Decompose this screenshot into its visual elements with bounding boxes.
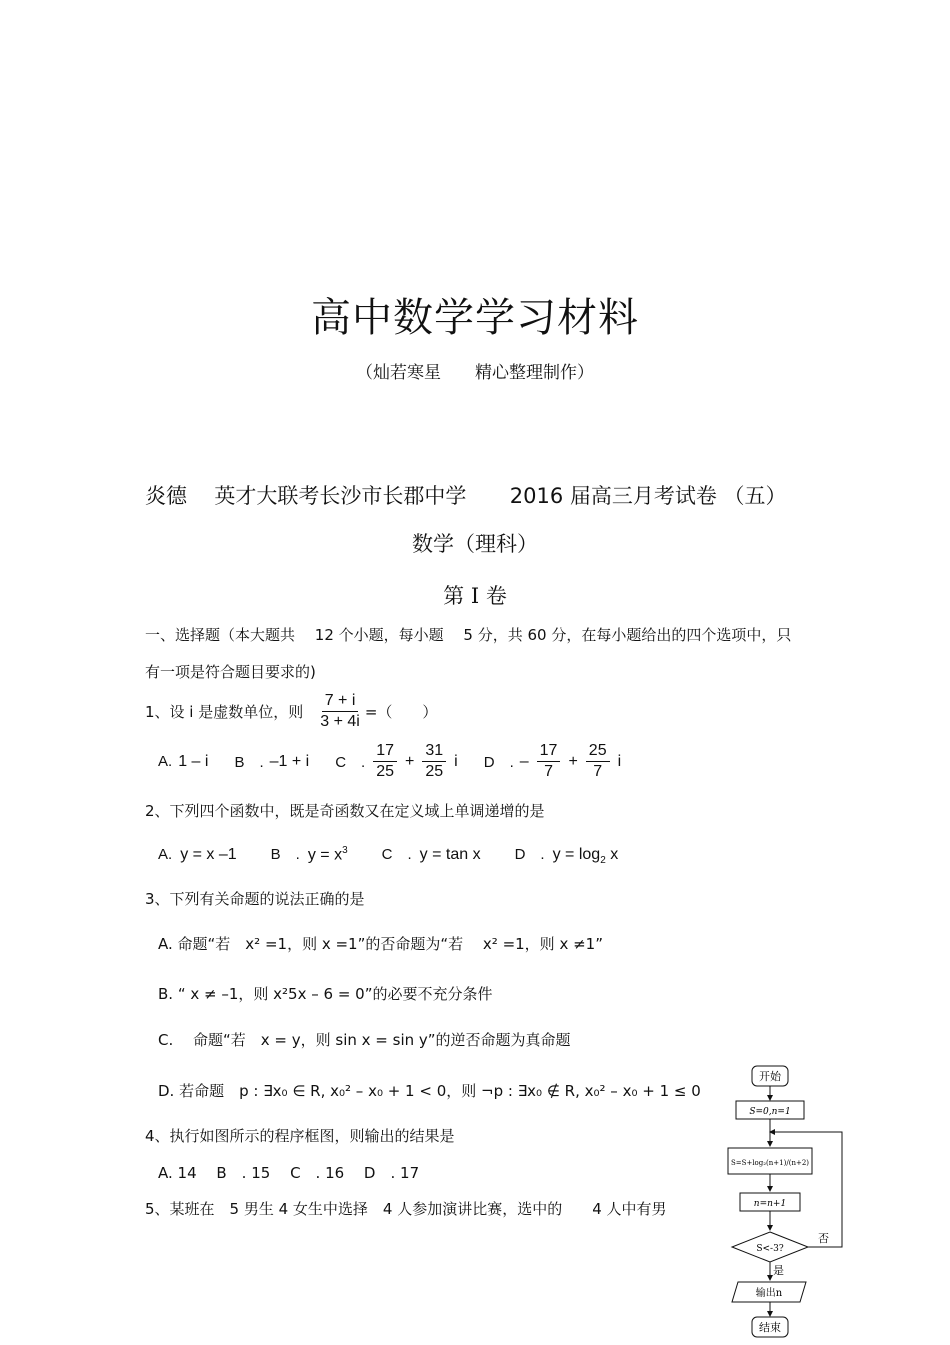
question-4-stem: 4、执行如图所示的程序框图，则输出的结果是 [145, 1127, 455, 1145]
question-1-stem [145, 692, 437, 731]
q2-option-b [308, 845, 348, 864]
q1-option-b-label: B . [234, 754, 264, 771]
q1-stem-suffix: =（ ） [364, 703, 438, 721]
exam-title-part2: 英才大联考长沙市长郡中学 [214, 484, 467, 508]
page-title: 高中数学学习材料 [311, 295, 639, 341]
q1-option-d-fraction-2 [586, 742, 610, 781]
q1-d-f2-den: 7 [593, 763, 603, 780]
q1-fraction-numerator: 7 + i [322, 692, 359, 712]
flow-increment-label: n=n+1 [753, 1199, 787, 1209]
exam-title [145, 480, 787, 510]
question-4-options: A. 14 B . 15 C . 16 D . 17 [158, 1164, 420, 1182]
flow-start-label: 开始 [759, 1070, 781, 1083]
q1-c-f2-num: 31 [422, 742, 446, 762]
q1-option-d-plus: + [568, 752, 578, 770]
q1-fraction-denominator: 3 + 4i [320, 713, 360, 730]
q1-option-a-label: A. [158, 753, 173, 770]
q2-b-sup: 3 [342, 844, 348, 856]
question-3-option-d: D. 若命题 p : ∃x₀ ∈ R, x₀² – x₀ + 1 < 0，则 ¬p : ∃x₀ ∉ R, x₀² – x₀ + 1 ≤ 0 [158, 1082, 701, 1100]
question-3-stem: 3、下列有关命题的说法正确的是 [145, 890, 365, 908]
flow-no-label: 否 [818, 1232, 829, 1245]
page-subtitle: （灿若寒星 精心整理制作） [356, 363, 594, 383]
flow-end-label: 结束 [759, 1321, 781, 1334]
q1-option-d-i: i [617, 752, 622, 770]
question-3-option-a: A. 命题“若 x² =1，则 x =1”的否命题为“若 x² =1，则 x ≠1” [158, 935, 603, 953]
exam-title-part1: 炎德 [145, 484, 187, 508]
q2-d-tail: x [605, 846, 619, 863]
q1-stem-prefix: 1、设 i 是虚数单位，则 [145, 703, 304, 721]
q1-option-c-fraction-2 [422, 742, 446, 781]
q1-c-f1-num: 17 [373, 742, 397, 762]
exam-volume: 第 I 卷 [443, 584, 507, 608]
question-2-stem: 2、下列四个函数中，既是奇函数又在定义域上单调递增的是 [145, 802, 545, 820]
q1-option-a: 1 – i [178, 752, 209, 770]
q1-option-c-label: C . [335, 754, 366, 771]
flow-output-label: 输出n [755, 1288, 783, 1299]
flow-init-label: S=0,n=1 [749, 1107, 791, 1117]
exam-subject: 数学（理科） [412, 532, 538, 556]
question-1-options [158, 742, 621, 781]
section-instructions-line2: 有一项是符合题目要求的) [145, 663, 316, 681]
q1-option-c-i: i [454, 752, 458, 770]
flow-yes-label: 是 [773, 1264, 784, 1277]
q1-option-c-plus: + [405, 752, 415, 770]
question-3-option-c: C. 命题“若 x = y，则 sin x = sin y”的逆否命题为真命题 [158, 1031, 571, 1049]
question-3-option-b: B. “ x ≠ –1，则 x²5x – 6 = 0”的必要不充分条件 [158, 985, 493, 1003]
q2-option-a-label: A. [158, 846, 173, 863]
flowchart-diagram [722, 1062, 852, 1342]
q1-option-d-fraction-1 [537, 742, 561, 781]
q2-option-d [553, 846, 619, 866]
q2-option-a: y = x –1 [180, 846, 237, 863]
exam-title-part3: 2016 届高三月考试卷 （五） [509, 484, 787, 508]
section-instructions-line1: 一、选择题（本大题共 12 个小题，每小题 5 分，共 60 分，在每小题给出的四个选项中，只 [145, 626, 792, 644]
q1-c-f1-den: 25 [376, 763, 395, 780]
q2-option-c-label: C . [381, 846, 412, 863]
question-5-stem: 5、某班在 5 男生 4 女生中选择 4 人参加演讲比赛，选中的 4 人中有男 [145, 1200, 667, 1218]
q1-option-d-label: D . [483, 754, 514, 771]
q2-b-base: y = x [307, 846, 343, 863]
q2-d-sub: 2 [600, 855, 606, 867]
q1-option-b: –1 + i [269, 752, 310, 770]
q1-d-f2-num: 25 [586, 742, 610, 762]
q2-option-d-label: D . [514, 846, 545, 863]
q1-fraction [317, 692, 363, 731]
q1-d-f1-den: 7 [544, 763, 553, 780]
q1-d-f1-num: 17 [537, 742, 561, 762]
q1-option-d-minus: – [519, 752, 529, 770]
q2-option-c: y = tan x [419, 846, 481, 863]
q2-option-b-label: B . [270, 846, 300, 863]
flow-update-label: S=S+log₂(n+1)/(n+2) [731, 1159, 809, 1167]
question-2-options [158, 843, 618, 866]
q2-d-base: y = log [552, 846, 601, 863]
q1-c-f2-den: 25 [425, 763, 444, 780]
flow-condition-label: S<-3? [756, 1244, 784, 1254]
q1-option-c-fraction-1 [373, 742, 397, 781]
